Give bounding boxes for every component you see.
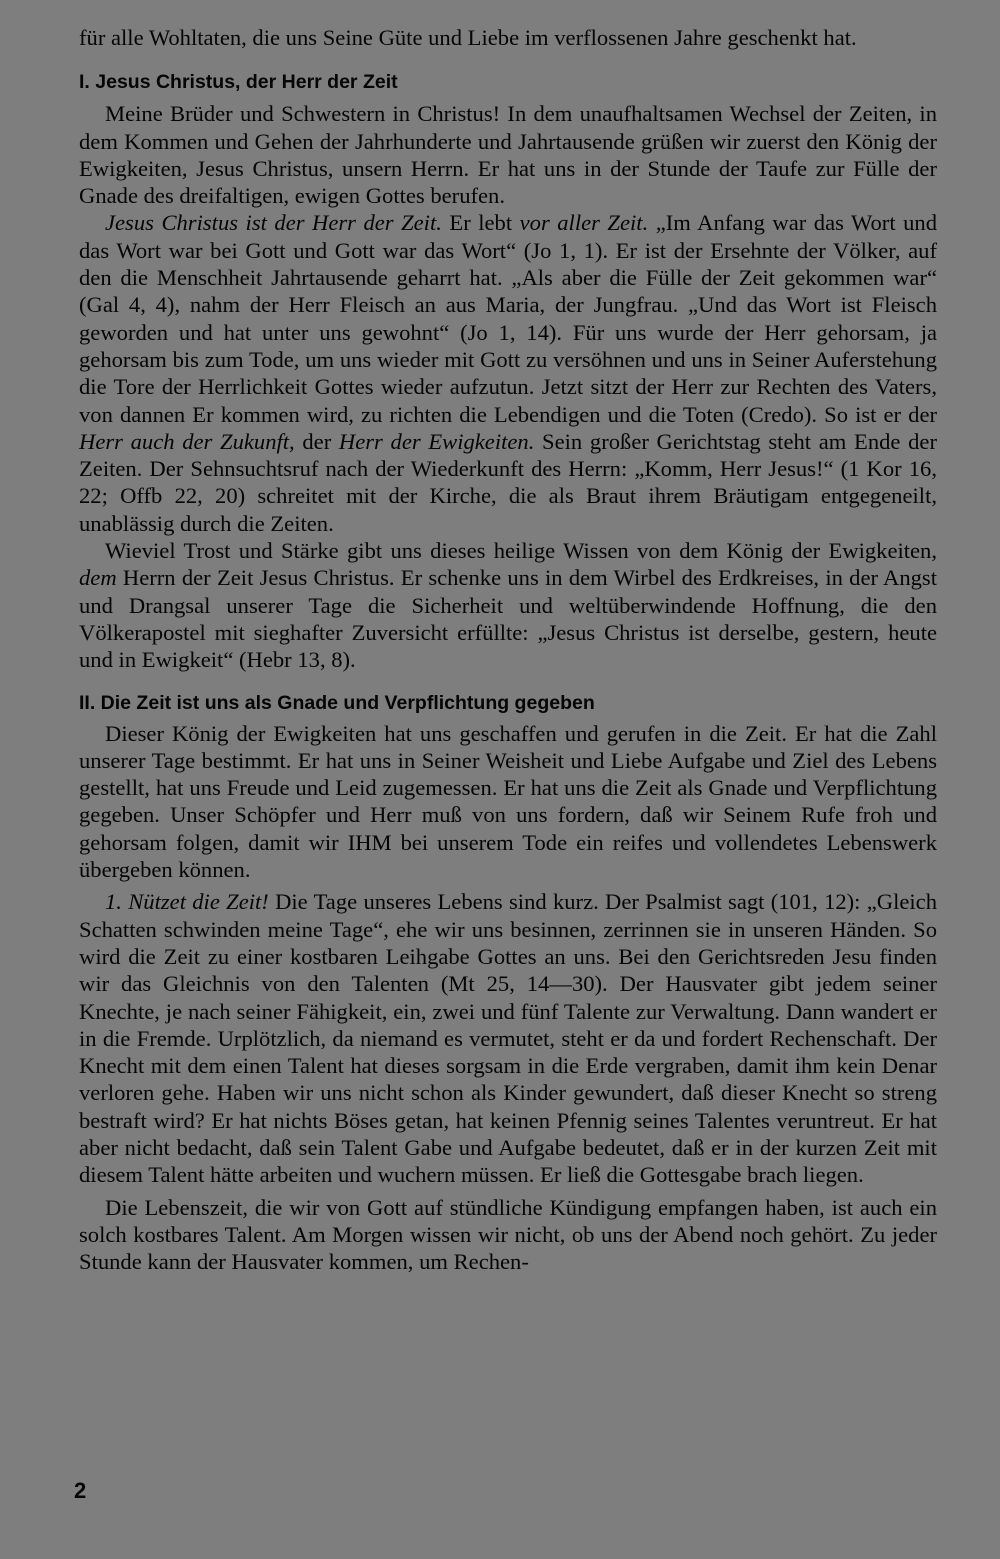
- section-1-paragraph-2: Jesus Christus ist der Herr der Zeit. Er lebt vor aller Zeit. „Im Anfang war das Wort und das Wort war bei Gott und Gott war das Wort“ (Jo 1, 1). Er ist der Ersehnte der Völker, auf den die Menschheit Jahrtausende geharrt hat. „Als aber die Fülle der Zeit gekommen war“ (Gal 4, 4), nahm der Herr Fleisch an aus Maria, der Jungfrau. „Und das Wort ist Fleisch geworden und hat unter uns gewohnt“ (Jo 1, 14). Für uns wurde der Herr gehorsam, ja gehorsam bis zum Tode, um uns wieder mit Gott zu versöhnen und uns in Seiner Auferstehung die Tore der Herrlichkeit Gottes wieder aufzutun. Jetzt sitzt der Herr zur Rechten des Vaters, von dannen Er kommen wird, zu richten die Lebendigen und die Toten (Credo). So ist er der Herr auch der Zukunft, der Herr der Ewigkeiten. Sein großer Gerichtstag steht am Ende der Zeiten. Der Sehnsuchtsruf nach der Wiederkunft des Herrn: „Komm, Herr Jesus!“ (1 Kor 16, 22; Offb 22, 20) schreitet mit der Kirche, die als Braut ihrem Bräutigam entgegeneilt, unablässig durch die Zeiten.: [79, 210, 937, 536]
- section-2-heading: II. Die Zeit ist uns als Gnade und Verpflichtung gegeben: [79, 691, 595, 714]
- emphasis: 1. Nützet die Zeit!: [105, 889, 269, 915]
- section-1-paragraph-1: Meine Brüder und Schwestern in Christus! In dem unaufhaltsamen Wechsel der Zeiten, in dem Kommen und Gehen der Jahrhunderte und Jahrtausende grüßen wir zuerst den König der Ewigkeiten, Jesus Christus, unsern Herrn. Er hat uns in der Stunde der Taufe zur Fülle der Gnade des dreifaltigen, ewigen Gottes berufen.: [79, 101, 937, 209]
- intro-fragment: für alle Wohltaten, die uns Seine Güte und Liebe im verflossenen Jahre geschenkt hat.: [79, 25, 857, 50]
- section-2-paragraph-2: 1. Nützet die Zeit! Die Tage unseres Lebens sind kurz. Der Psalmist sagt (101, 12): „Gleich Schatten schwinden meine Tage“, ehe wir uns besinnen, zerrinnen sie in unseren Händen. So wird die Zeit zu einer kostbaren Leihgabe Gottes an uns. Bei den Gerichtsreden Jesu finden wir das Gleichnis von den Talenten (Mt 25, 14—30). Der Hausvater gibt jedem seiner Knechte, je nach seiner Fähigkeit, ein, zwei und fünf Talente zur Verwaltung. Dann wandert er in die Fremde. Urplötzlich, da niemand es vermutet, steht er da und fordert Rechenschaft. Der Knecht mit dem einen Talent hat dieses sorgsam in die Erde vergraben, damit ihm kein Denar verloren gehe. Haben wir uns nicht schon als Kinder gewundert, daß dieser Knecht so streng bestraft wird? Er hat nichts Böses getan, hat keinen Pfennig seines Talentes veruntreut. Er hat aber nicht bedacht, daß sein Talent Gabe und Aufgabe bedeutet, daß er in der kurzen Zeit mit diesem Talent hätte arbeiten und wuchern müssen. Er ließ die Gottesgabe brach liegen.: [79, 889, 937, 1188]
- emphasis: vor aller Zeit.: [519, 210, 649, 236]
- emphasis: Herr der Ewigkeiten.: [338, 428, 535, 454]
- section-2-paragraph-1: Dieser König der Ewigkeiten hat uns geschaffen und gerufen in die Zeit. Er hat die Zahl unserer Tage bestimmt. Er hat uns in Seiner Weisheit und Liebe Aufgabe und Ziel des Lebens gestellt, hat uns Freude und Leid zugemessen. Er hat uns die Zeit als Gnade und Verpflichtung gegeben. Unser Schöpfer und Herr muß von uns fordern, daß wir Seinem Rufe froh und gehorsam folgen, damit wir IHM bei unserem Tode ein reifes und vollendetes Lebenswerk übergeben können.: [79, 720, 937, 883]
- page-number: 2: [74, 1478, 87, 1503]
- emphasis: Herr auch der Zukunft,: [79, 428, 295, 454]
- emphasis: Jesus Christus ist der Herr der Zeit.: [105, 210, 442, 236]
- section-2-paragraph-3: Die Lebenszeit, die wir von Gott auf stündliche Kündigung empfangen haben, ist auch ein solch kostbares Talent. Am Morgen wissen wir nicht, ob uns der Abend noch gehört. Zu jeder Stunde kann der Hausvater kommen, um Rechen-: [79, 1194, 937, 1275]
- section-1-paragraph-3: Wieviel Trost und Stärke gibt uns dieses heilige Wissen von dem König der Ewigkeiten, dem Herrn der Zeit Jesus Christus. Er schenke uns in dem Wirbel des Erdkreises, in der Angst und Drangsal unserer Tage die Sicherheit und weltüberwindende Hoffnung, die den Völkerapostel mit sieghafter Zuversicht erfüllte: „Jesus Christus ist derselbe, gestern, heute und in Ewigkeit“ (Hebr 13, 8).: [79, 538, 937, 673]
- section-1-heading: I. Jesus Christus, der Herr der Zeit: [79, 71, 398, 94]
- document-page: [79, 24, 937, 1275]
- emphasis: dem: [79, 565, 117, 591]
